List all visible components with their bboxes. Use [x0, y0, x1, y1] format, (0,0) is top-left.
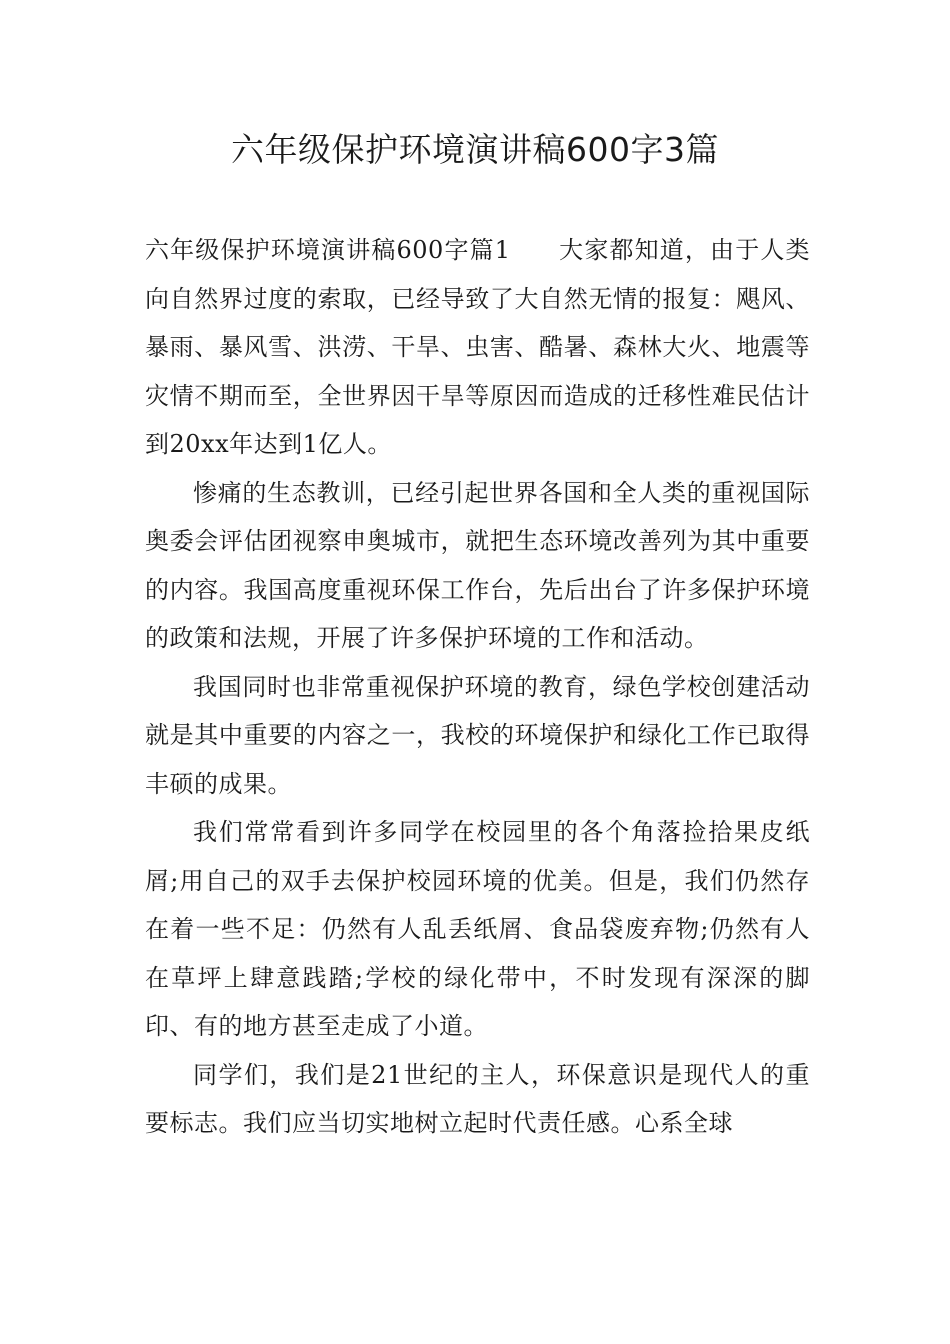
paragraph-1-text: 大家都知道，由于人类向自然界过度的索取，已经导致了大自然无情的报复：飓风、暴雨、暴风雪、洪涝、干旱、虫害、酷暑、森林大火、地震等灾情不期而至，全世界因干旱等原因而造成的迁移性难民估计到20xx年达到1亿人。: [145, 236, 811, 458]
paragraph-3: 我国同时也非常重视保护环境的教育，绿色学校创建活动就是其中重要的内容之一，我校的环境保护和绿化工作已取得丰硕的成果。: [145, 672, 810, 798]
paragraph-5: 同学们，我们是21世纪的主人，环保意识是现代人的重要标志。我们应当切实地树立起时代责任感。心系全球: [145, 1060, 810, 1137]
paragraph-1: [145, 226, 810, 469]
paragraph-4: 我们常常看到许多同学在校园里的各个角落捡拾果皮纸屑;用自己的双手去保护校园环境的优美。但是，我们仍然存在着一些不足：仍然有人乱丢纸屑、食品袋废弃物;仍然有人在草坪上肆意践踏;学校的绿化带中，不时发现有深深的脚印、有的地方甚至走成了小道。: [145, 818, 810, 1040]
document-title: 六年级保护环境演讲稿600字3篇: [231, 130, 719, 169]
section-heading: 六年级保护环境演讲稿600字篇1: [145, 236, 511, 264]
paragraph-2: 惨痛的生态教训，已经引起世界各国和全人类的重视国际奥委会评估团视察申奥城市，就把生态环境改善列为其中重要的内容。我国高度重视环保工作台，先后出台了许多保护环境的政策和法规，开展了许多保护环境的工作和活动。: [145, 478, 810, 652]
document-body: [145, 226, 810, 1148]
